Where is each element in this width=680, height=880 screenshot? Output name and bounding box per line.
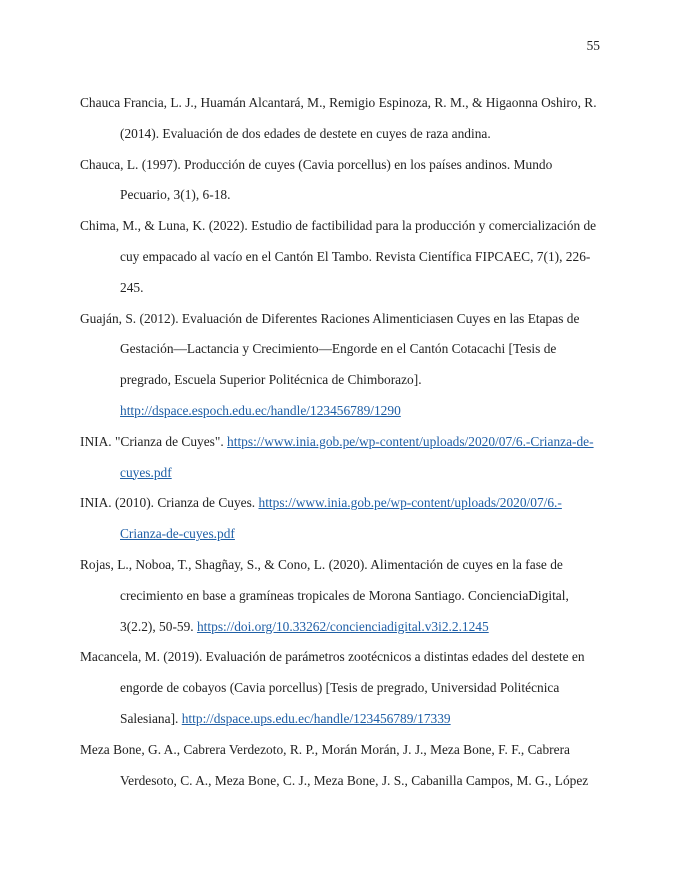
reference-text: Guaján, S. (2012). Evaluación de Diferentes Raciones Alimenticiasen Cuyes en las Etapas de [80, 310, 580, 326]
reference-text: Chauca Francia, L. J., Huamán Alcantará, M., Remigio Espinoza, R. M., & Higaonna Oshiro, R. [80, 95, 597, 110]
reference-text: (2014). Evaluación de dos edades de destete en cuyes de raza andina. [120, 125, 491, 141]
reference-text: 3(2.2), 50-59. [120, 618, 197, 634]
reference-link-continuation[interactable]: cuyes.pdf [120, 464, 172, 480]
reference-text: Gestación—Lactancia y Crecimiento—Engorde en el Cantón Cotacachi [Tesis de [120, 341, 557, 357]
reference-list [80, 88, 604, 796]
reference-rojas-2020 [80, 550, 604, 642]
reference-text: pregrado, Escuela Superior Politécnica de Chimborazo]. [120, 372, 422, 388]
reference-chauca-francia-2014 [80, 88, 604, 150]
reference-text: Meza Bone, G. A., Cabrera Verdezoto, R. P., Morán Morán, J. J., Meza Bone, F. F., Cabrera [80, 741, 570, 757]
reference-text: Verdesoto, C. A., Meza Bone, C. J., Meza Bone, J. S., Cabanilla Campos, M. G., López [120, 772, 589, 788]
reference-text: cuy empacado al vacío en el Cantón El Tambo. Revista Científica FIPCAEC, 7(1), 226- [120, 248, 591, 264]
reference-text: engorde de cobayos (Cavia porcellus) [Tesis de pregrado, Universidad Politécnica [120, 680, 560, 696]
page-number: 55 [586, 38, 600, 53]
reference-inia-2010 [80, 488, 604, 550]
reference-link[interactable]: https://www.inia.gob.pe/wp-content/uploads/2020/07/6.-Crianza-de- [227, 433, 594, 449]
reference-text: Chauca, L. (1997). Producción de cuyes (Cavia porcellus) en los países andinos. Mundo [80, 156, 553, 172]
reference-text: INIA. "Crianza de Cuyes". [80, 433, 228, 449]
reference-text: Rojas, L., Noboa, T., Shagñay, S., & Cono, L. (2020). Alimentación de cuyes en la fase de [80, 556, 563, 572]
reference-text: 245. [120, 279, 144, 295]
reference-macancela-2019 [80, 642, 604, 734]
reference-link[interactable]: http://dspace.ups.edu.ec/handle/123456789/17339 [181, 710, 451, 726]
reference-meza-bone [80, 735, 604, 797]
reference-link-continuation[interactable]: Crianza-de-cuyes.pdf [120, 526, 235, 542]
reference-inia-crianza [80, 427, 604, 489]
reference-chima-luna-2022 [80, 211, 604, 303]
reference-link[interactable]: https://www.inia.gob.pe/wp-content/uploads/2020/07/6.- [258, 495, 562, 511]
reference-text: Salesiana]. [120, 710, 182, 726]
reference-text: Macancela, M. (2019). Evaluación de parámetros zootécnicos a distintas edades del destete en [80, 649, 585, 665]
reference-chauca-1997 [80, 150, 604, 212]
reference-link[interactable]: http://dspace.espoch.edu.ec/handle/123456789/1290 [120, 402, 401, 418]
reference-guajan-2012 [80, 304, 604, 427]
reference-text: INIA. (2010). Crianza de Cuyes. [80, 495, 259, 511]
reference-text: crecimiento en base a gramíneas tropicales de Morona Santiago. ConcienciaDigital, [120, 587, 569, 603]
reference-text: Pecuario, 3(1), 6-18. [120, 187, 231, 203]
reference-link[interactable]: https://doi.org/10.33262/concienciadigital.v3i2.2.1245 [196, 618, 489, 634]
reference-text: Chima, M., & Luna, K. (2022). Estudio de factibilidad para la producción y comercialización de [80, 218, 597, 234]
